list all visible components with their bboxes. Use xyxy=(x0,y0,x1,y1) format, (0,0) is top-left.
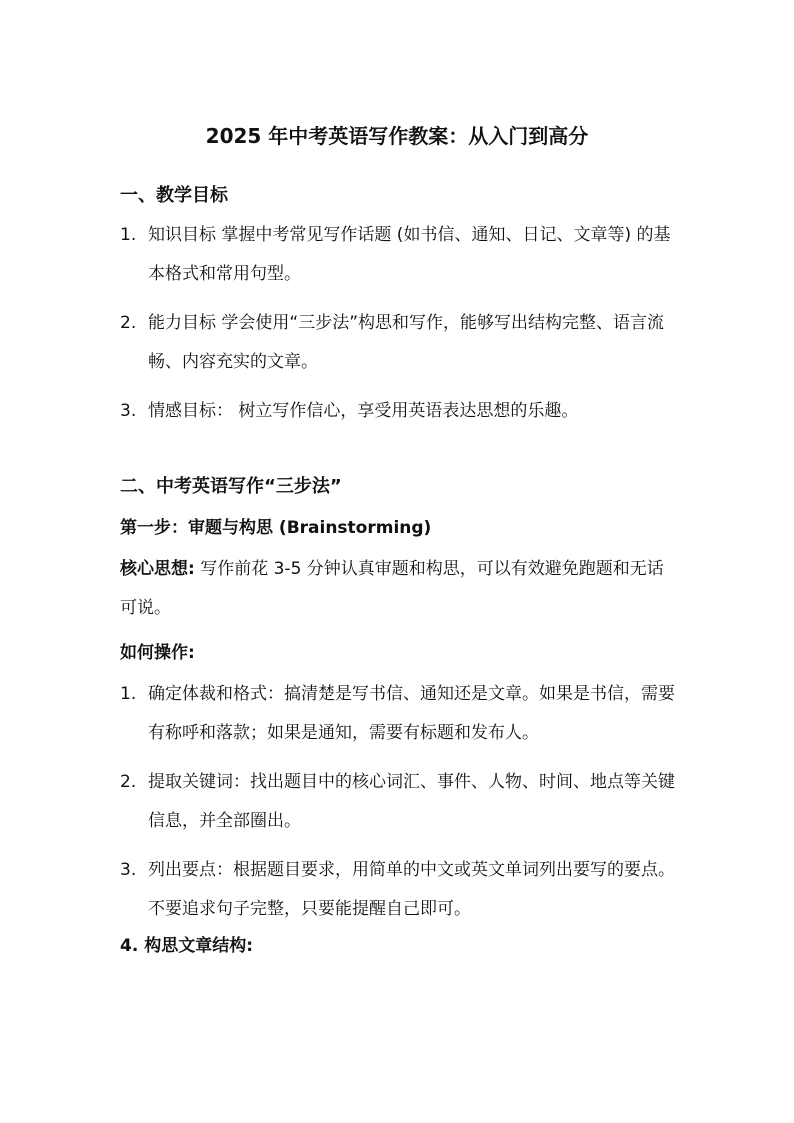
core-idea-paragraph xyxy=(120,550,680,628)
teaching-goals-list xyxy=(120,216,680,441)
list-item xyxy=(120,304,680,382)
list-item xyxy=(120,216,680,294)
list-item-number: 1. xyxy=(120,684,137,704)
list-item-number: 3. xyxy=(120,860,137,880)
list-item xyxy=(120,851,680,929)
list-item-number: 2. xyxy=(120,313,137,333)
how-to-heading: 如何操作: xyxy=(120,643,195,663)
step1-heading: 第一步：审题与构思 (Brainstorming) xyxy=(120,518,432,538)
list-item-text: 提取关键词：找出题目中的核心词汇、事件、人物、时间、地点等关键信息，并全部圈出。 xyxy=(148,772,675,831)
core-idea-label: 核心思想: xyxy=(120,559,195,579)
list-item-number: 2. xyxy=(120,772,137,792)
list-item-text: 情感目标： 树立写作信心，享受用英语表达思想的乐趣。 xyxy=(148,401,579,421)
list-item xyxy=(120,675,680,753)
section-heading-teaching-goals: 一、教学目标 xyxy=(120,185,228,206)
list-item xyxy=(120,763,680,841)
structure-heading: 4. 构思文章结构: xyxy=(120,936,254,956)
document-title: 2025 年中考英语写作教案：从入门到高分 xyxy=(205,124,589,148)
list-item-number: 3. xyxy=(120,401,137,421)
list-item-text: 知识目标 掌握中考常见写作话题 (如书信、通知、日记、文章等) 的基本格式和常用句型。 xyxy=(148,225,671,284)
list-item-number: 1. xyxy=(120,225,137,245)
core-idea-text: 写作前花 3-5 分钟认真审题和构思，可以有效避免跑题和无话可说。 xyxy=(120,559,664,618)
how-to-list xyxy=(120,675,680,939)
list-item-text: 能力目标 学会使用“三步法”构思和写作，能够写出结构完整、语言流畅、内容充实的文章。 xyxy=(148,313,665,372)
list-item-text: 列出要点：根据题目要求，用简单的中文或英文单词列出要写的要点。不要追求句子完整，只要能提醒自己即可。 xyxy=(148,860,675,919)
section-heading-three-steps: 二、中考英语写作“三步法” xyxy=(120,476,342,497)
list-item-text: 确定体裁和格式：搞清楚是写书信、通知还是文章。如果是书信，需要有称呼和落款；如果是通知，需要有标题和发布人。 xyxy=(148,684,675,743)
list-item xyxy=(120,392,680,431)
